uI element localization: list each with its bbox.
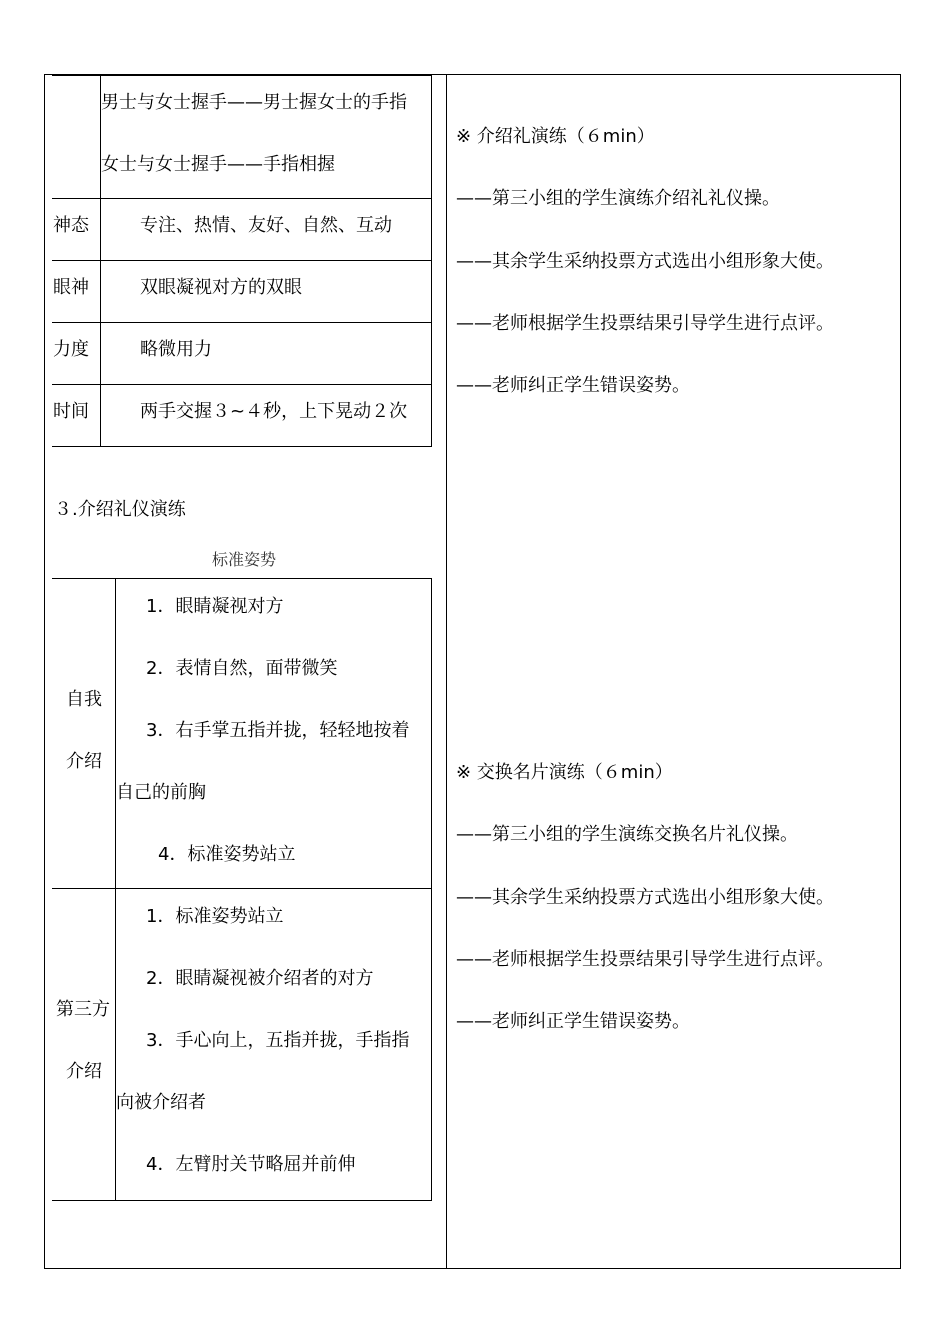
intro-drill-line: ——老师根据学生投票结果引导学生进行点评。 — [456, 313, 834, 334]
row-label-strength: 力度 — [53, 339, 89, 360]
intro-drill-line: ——其余学生采纳投票方式选出小组形象大使。 — [456, 251, 834, 272]
third-party-intro-label-1: 第三方 — [56, 999, 110, 1020]
intro-drill-title: ※ 介绍礼演练（６min） — [456, 126, 655, 147]
intro-top-border — [52, 578, 432, 579]
intro-row-line — [52, 888, 432, 889]
self-intro-item: 1．眼睛凝视对方 — [146, 596, 284, 617]
card-drill-line: ——老师根据学生投票结果引导学生进行点评。 — [456, 949, 834, 970]
third-party-intro-item: 3．手心向上，五指并拢，手指指 — [146, 1030, 410, 1051]
intro-right-border — [431, 578, 432, 1201]
column-divider — [446, 74, 447, 1269]
intro-bottom-border — [52, 1200, 432, 1201]
table-caption: 标准姿势 — [212, 550, 277, 569]
hs-row-line — [52, 198, 432, 199]
row-label-time: 时间 — [53, 401, 89, 422]
self-intro-item: 3．右手掌五指并拢，轻轻地按着 — [146, 720, 410, 741]
third-party-intro-item: 1．标准姿势站立 — [146, 906, 284, 927]
self-intro-label-1: 自我 — [66, 689, 102, 710]
outer-border-bottom — [44, 1268, 901, 1269]
row-value-demeanor: 专注、热情、友好、自然、互动 — [140, 215, 392, 236]
third-party-intro-item: 向被介绍者 — [116, 1092, 206, 1113]
row-label-demeanor: 神态 — [53, 215, 89, 236]
self-intro-item: 2．表情自然，面带微笑 — [146, 658, 338, 679]
intro-drill-line: ——老师纠正学生错误姿势。 — [456, 375, 690, 396]
self-intro-item: 自己的前胸 — [116, 782, 206, 803]
hs-row-line — [52, 384, 432, 385]
hs-row-line — [52, 260, 432, 261]
handshake-text-2: 女士与女士握手——手指相握 — [101, 154, 335, 175]
third-party-intro-item: 4．左臂肘关节略屈并前伸 — [146, 1154, 356, 1175]
card-drill-line: ——其余学生采纳投票方式选出小组形象大使。 — [456, 887, 834, 908]
row-value-time: 两手交握３~４秒，上下晃动２次 — [140, 401, 408, 422]
card-drill-line: ——第三小组的学生演练交换名片礼仪操。 — [456, 824, 798, 845]
hs-row-line — [52, 322, 432, 323]
row-value-strength: 略微用力 — [140, 339, 212, 360]
handshake-text-1: 男士与女士握手——男士握女士的手指 — [101, 92, 407, 113]
outer-border-right — [900, 74, 901, 1269]
third-party-intro-item: 2．眼睛凝视被介绍者的对方 — [146, 968, 374, 989]
outer-border-left — [44, 74, 45, 1269]
section-heading: ３.介绍礼仪演练 — [54, 499, 186, 520]
self-intro-label-2: 介绍 — [66, 751, 102, 772]
card-drill-title: ※ 交换名片演练（６min） — [456, 762, 673, 783]
row-label-gaze: 眼神 — [53, 277, 89, 298]
self-intro-item: 4．标准姿势站立 — [158, 844, 296, 865]
hs-bottom-border — [52, 446, 432, 447]
intro-drill-line: ——第三小组的学生演练介绍礼礼仪操。 — [456, 188, 780, 209]
card-drill-line: ——老师纠正学生错误姿势。 — [456, 1011, 690, 1032]
third-party-intro-label-2: 介绍 — [66, 1061, 102, 1082]
row-value-gaze: 双眼凝视对方的双眼 — [140, 277, 302, 298]
hs-top-border — [52, 74, 432, 76]
